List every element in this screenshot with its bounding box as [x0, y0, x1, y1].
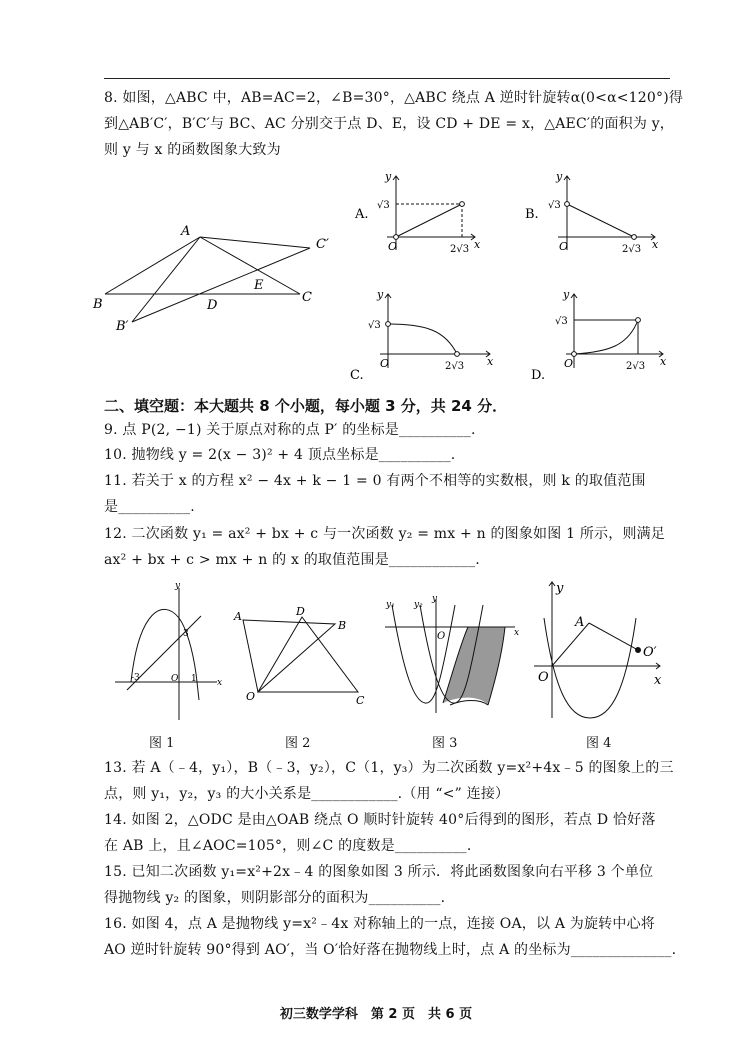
figure-2: [230, 600, 370, 710]
svg-text:x: x: [660, 355, 667, 368]
svg-text:A.: A.: [355, 207, 369, 222]
q8-line2: 到△AB′C′，B′C′与 BC、AC 分别交于点 D、E，设 CD + DE = x，△AEC′的面积为 y，: [104, 116, 675, 132]
option-b-graph: [520, 170, 660, 260]
svg-text:D.: D.: [531, 368, 546, 383]
svg-text:y: y: [432, 594, 438, 604]
figure-1: [105, 580, 230, 725]
label-B-prime: B′: [116, 319, 129, 334]
section-2-heading: 二、填空题：本大题共 8 个小题，每小题 3 分，共 24 分．: [104, 397, 508, 415]
svg-text:O: O: [246, 690, 256, 703]
figure-3: [380, 595, 525, 715]
svg-text:x: x: [654, 673, 662, 688]
svg-text:y: y: [377, 288, 384, 301]
label-E: E: [254, 278, 264, 293]
q13-line1: 13. 若 A（﹣4，y₁），B（﹣3，y₂），C（1，y₃）为二次函数 y=x²+4x﹣5 的图象上的三: [104, 760, 674, 776]
q13-line2: 点，则 y₁，y₂，y₃ 的大小关系是____________.（用 “<” 连接）: [104, 786, 510, 802]
svg-text:O: O: [388, 240, 398, 253]
svg-text:C: C: [356, 694, 365, 707]
q16-line2: AO 逆时针旋转 90°得到 AO′，当 O′恰好落在抛物线上时，点 A 的坐标为______________.: [104, 942, 677, 958]
svg-text:O: O: [380, 357, 390, 370]
figure-3-caption: 图 3: [432, 736, 458, 751]
svg-text:y: y: [563, 288, 570, 301]
q12-line2: ax² + bx + c > mx + n 的 x 的取值范围是____________.: [104, 552, 480, 568]
svg-text:3: 3: [183, 629, 189, 639]
svg-text:B.: B.: [525, 207, 539, 222]
svg-text:O: O: [538, 670, 549, 685]
svg-text:y₁: y₁: [386, 600, 395, 610]
q8-line1: 8. 如图，△ABC 中，AB=AC=2，∠B=30°，△ABC 绕点 A 逆时针旋转α(0<α<120°)得: [104, 90, 684, 106]
svg-text:1: 1: [191, 674, 197, 684]
svg-text:C.: C.: [350, 368, 364, 383]
q16-line1: 16. 如图 4，点 A 是抛物线 y=x²﹣4x 对称轴上的一点，连接 OA，以 A 为旋转中心将: [104, 916, 655, 932]
svg-text:A: A: [575, 615, 585, 630]
svg-text:y: y: [385, 170, 392, 183]
q11-line1: 11. 若关于 x 的方程 x² − 4x + k − 1 = 0 有两个不相等的实数根，则 k 的取值范围: [104, 473, 646, 489]
q15-line2: 得抛物线 y₂ 的图象，则阴影部分的面积为__________.: [104, 890, 446, 906]
svg-text:x: x: [652, 238, 659, 251]
svg-text:2√3: 2√3: [450, 244, 470, 255]
option-c-graph: [345, 288, 495, 383]
svg-text:O: O: [564, 357, 574, 370]
q11-line2: 是__________.: [104, 499, 195, 515]
label-B: B: [93, 297, 103, 312]
figure-1-caption: 图 1: [149, 736, 175, 751]
svg-text:x: x: [217, 678, 223, 688]
figure-2-caption: 图 2: [285, 736, 311, 751]
svg-text:y₂: y₂: [414, 600, 423, 610]
label-C: C: [302, 290, 312, 305]
svg-text:O′: O′: [643, 645, 657, 660]
svg-text:y: y: [175, 581, 181, 591]
q14-line2: 在 AB 上，且∠AOC=105°，则∠C 的度数是__________.: [104, 838, 472, 854]
svg-text:√3: √3: [377, 200, 390, 211]
svg-text:x: x: [487, 355, 494, 368]
svg-text:-3: -3: [131, 673, 140, 683]
svg-text:y: y: [556, 170, 563, 183]
label-D: D: [207, 298, 218, 313]
svg-text:y: y: [556, 581, 564, 596]
svg-text:A: A: [234, 610, 242, 623]
figure-4: [530, 578, 670, 723]
q12-line1: 12. 二次函数 y₁ = ax² + bx + c 与一次函数 y₂ = mx + n 的图象如图 1 所示，则满足: [104, 526, 666, 542]
svg-text:√3: √3: [555, 316, 568, 327]
page-footer: 初三数学学科 第 2 页 共 6 页: [279, 1007, 473, 1022]
q9-text: 9. 点 P(2, −1) 关于原点对称的点 P′ 的坐标是__________.: [104, 422, 476, 438]
label-A: A: [181, 224, 191, 239]
svg-text:O: O: [171, 674, 179, 684]
figure-4-caption: 图 4: [586, 736, 612, 751]
svg-text:x: x: [514, 628, 520, 638]
svg-text:2√3: 2√3: [622, 244, 642, 255]
q10-text: 10. 抛物线 y = 2(x − 3)² + 4 顶点坐标是__________.: [104, 447, 456, 463]
q15-line1: 15. 已知二次函数 y₁=x²+2x﹣4 的图象如图 3 所示．将此函数图象向右平移 3 个单位: [104, 864, 654, 880]
q8-line3: 则 y 与 x 的函数图象大致为: [104, 142, 281, 158]
svg-text:2√3: 2√3: [445, 361, 465, 372]
option-d-graph: [528, 288, 668, 383]
q14-line1: 14. 如图 2，△ODC 是由△OAB 绕点 O 顺时针旋转 40°后得到的图形，若点 D 恰好落: [104, 812, 656, 828]
svg-text:O: O: [437, 631, 446, 642]
svg-text:D: D: [296, 605, 305, 618]
svg-text:x: x: [474, 238, 481, 251]
svg-text:√3: √3: [548, 200, 561, 211]
svg-text:2√3: 2√3: [626, 361, 646, 372]
svg-text:√3: √3: [368, 320, 381, 331]
svg-text:B: B: [338, 619, 347, 632]
label-C-prime: C′: [316, 237, 329, 252]
option-a-graph: [350, 170, 480, 260]
svg-text:O: O: [559, 240, 569, 253]
